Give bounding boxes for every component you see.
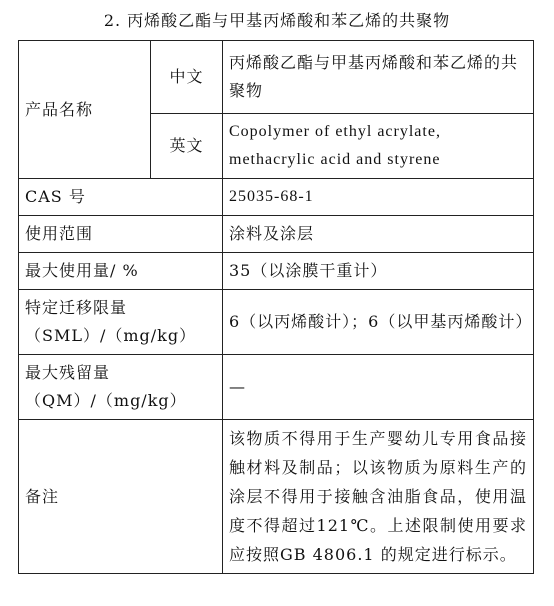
sml-label [19, 290, 223, 355]
qm-label-line-2: （QM）/（mg/kg） [25, 391, 187, 410]
table-row-remarks [19, 420, 534, 574]
chinese-name-value: 丙烯酸乙酯与甲基丙烯酸和苯乙烯的共聚物 [223, 41, 534, 114]
table-row-product-name-cn [19, 41, 534, 114]
table-row-qm [19, 355, 534, 420]
english-name-label: 英文 [151, 114, 223, 179]
table-row-sml [19, 290, 534, 355]
qm-value: — [223, 355, 534, 420]
product-name-label: 产品名称 [19, 41, 151, 179]
cas-value: 25035-68-1 [223, 179, 534, 216]
chinese-name-label: 中文 [151, 41, 223, 114]
max-use-label: 最大使用量/ % [19, 253, 223, 290]
qm-label [19, 355, 223, 420]
sml-label-line-1: 特定迁移限量 [25, 298, 128, 317]
english-name-value [223, 114, 534, 179]
remarks-label: 备注 [19, 420, 223, 574]
english-name-line-1: Copolymer of ethyl acrylate, [229, 123, 441, 140]
english-name-line-2: methacrylic acid and styrene [229, 151, 441, 168]
table-row-cas [19, 179, 534, 216]
scope-label: 使用范围 [19, 216, 223, 253]
qm-label-line-1: 最大残留量 [25, 363, 111, 382]
table-row-scope [19, 216, 534, 253]
remarks-value: 该物质不得用于生产婴幼儿专用食品接触材料及制品；以该物质为原料生产的涂层不得用于接触含油脂食品，使用温度不得超过121℃。上述限制使用要求应按照GB 4806.1 的规定进行标示。 [223, 420, 534, 574]
max-use-value: 35（以涂膜干重计） [223, 253, 534, 290]
cas-label: CAS 号 [19, 179, 223, 216]
sml-value: 6（以丙烯酸计）；6（以甲基丙烯酸计） [223, 290, 534, 355]
table-row-max-use [19, 253, 534, 290]
substance-spec-table [18, 40, 534, 574]
scope-value: 涂料及涂层 [223, 216, 534, 253]
document-title: 2. 丙烯酸乙酯与甲基丙烯酸和苯乙烯的共聚物 [103, 11, 451, 30]
sml-label-line-2: （SML）/（mg/kg） [25, 326, 197, 345]
